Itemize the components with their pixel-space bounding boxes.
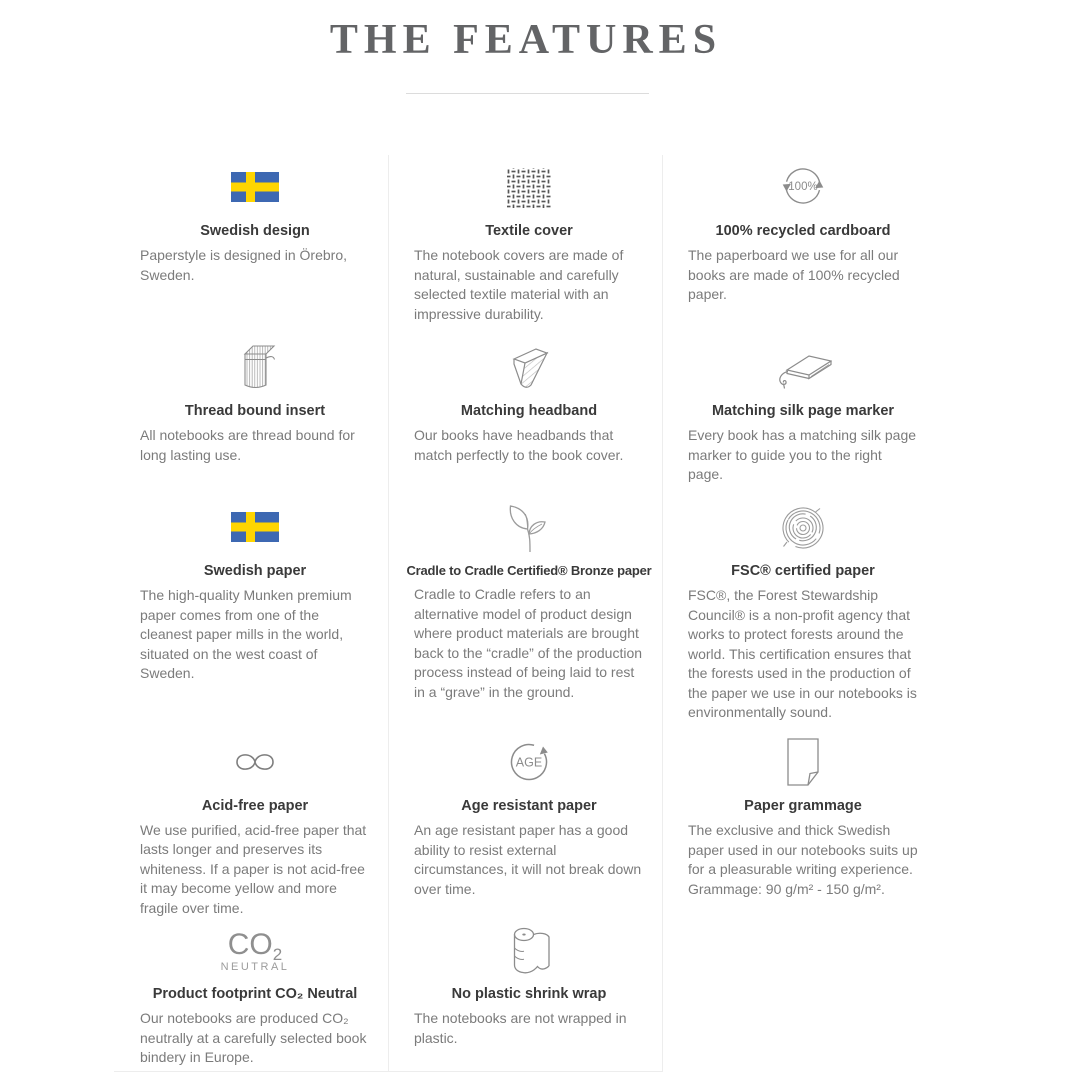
thread-bound-icon [233, 341, 277, 393]
recycle-100-icon [775, 161, 831, 213]
feature-card [388, 730, 662, 918]
co2-neutral-icon [215, 924, 295, 976]
feature-description: FSC®, the Forest Stewardship Council® is a non-profit agency that works to protect forests around the world. This certification ensures that the forests used in the production of the paper we use in our notebooks is environmentally sound. [688, 587, 917, 720]
feature-description: The high-quality Munken premium paper comes from one of the cleanest paper mills in the world, situated on the west coast of Sweden. [140, 587, 352, 681]
title-divider [406, 93, 649, 94]
feature-description: The notebooks are not wrapped in plastic. [414, 1010, 627, 1046]
swedish-flag-icon [231, 501, 279, 553]
feature-card [388, 335, 662, 495]
svg-text:CO2: $CO_2$ [227, 928, 283, 964]
feature-title: 100% recycled cardboard [715, 223, 891, 239]
feature-title: Matching headband [460, 403, 598, 419]
column-divider-2 [662, 155, 663, 1072]
svg-text:100%: 100% [788, 181, 818, 193]
feature-description: Our notebooks are produced CO₂ neutrally at a carefully selected book bindery in Europe. [140, 1010, 367, 1065]
feature-description: Cradle to Cradle refers to an alternative model of product design where product materials are brought back to the “cradle” of the production process instead of being laid to rest in a “grave” in the ground. [414, 586, 643, 700]
paper-sheet-icon [784, 736, 822, 788]
feature-description: The exclusive and thick Swedish paper used in our notebooks suits up for a pleasurable writing experience. Grammage: 90 g/m² - 150 g/m². [688, 822, 918, 897]
feature-title: Acid-free paper [201, 797, 309, 814]
feature-card [662, 335, 936, 495]
swedish-flag-icon [231, 161, 279, 213]
feature-card [388, 155, 662, 335]
column-divider-1 [388, 155, 389, 1072]
feature-card [662, 155, 936, 335]
feature-description: An age resistant paper has a good ability to resist external circumstances, it will not break down over time. [414, 822, 642, 897]
feature-title: Swedish design [200, 223, 310, 239]
feature-description: Paperstyle is designed in Örebro, Sweden. [140, 247, 347, 283]
feature-title: Cradle to Cradle Certified® Bronze paper [406, 563, 652, 578]
feature-description: Every book has a matching silk page marker to guide you to the right page. [688, 427, 917, 482]
page-title: THE FEATURES [329, 17, 723, 63]
feature-card [114, 495, 388, 730]
headband-icon [505, 341, 553, 393]
feature-title: Age resistant paper [461, 798, 597, 814]
svg-text:AGE: AGE [515, 755, 543, 770]
feature-card [388, 918, 662, 1072]
textile-icon [506, 161, 552, 213]
feature-description: The notebook covers are made of natural, sustainable and carefully selected textile material with an impressive durability. [414, 247, 624, 322]
sprout-icon [506, 501, 552, 553]
feature-description: All notebooks are thread bound for long lasting use. [140, 427, 355, 463]
feature-title: Paper grammage [744, 798, 862, 814]
feature-title: No plastic shrink wrap [451, 986, 607, 1002]
feature-card [662, 730, 936, 918]
feature-description: We use purified, acid-free paper that lasts longer and preserves its whiteness. If a paper is not acid-free it may become yellow and more fragile over time. [140, 821, 367, 916]
feature-title: Swedish paper [203, 563, 307, 579]
plastic-roll-icon [504, 924, 554, 976]
feature-card [114, 730, 388, 918]
infinity-icon [226, 736, 284, 788]
bottom-divider [114, 1071, 662, 1072]
tree-rings-icon [777, 501, 829, 553]
feature-card [662, 495, 936, 730]
feature-card [388, 495, 662, 730]
silk-marker-icon [774, 341, 832, 393]
feature-title: Product footprint CO₂ Neutral [152, 986, 358, 1002]
feature-description: The paperboard we use for all our books are made of 100% recycled paper. [688, 247, 900, 302]
feature-description: Our books have headbands that match perfectly to the book cover. [414, 427, 624, 463]
feature-card [114, 335, 388, 495]
features-grid [114, 155, 936, 1072]
page-header [0, 0, 1052, 64]
feature-title: Textile cover [485, 223, 573, 239]
feature-title: Matching silk page marker [711, 403, 895, 419]
feature-title: Thread bound insert [184, 403, 326, 419]
age-icon [504, 736, 554, 788]
feature-card [114, 918, 388, 1072]
feature-card [114, 155, 388, 335]
feature-title: FSC® certified paper [731, 563, 875, 579]
svg-text:NEUTRAL: NEUTRAL [220, 961, 290, 973]
